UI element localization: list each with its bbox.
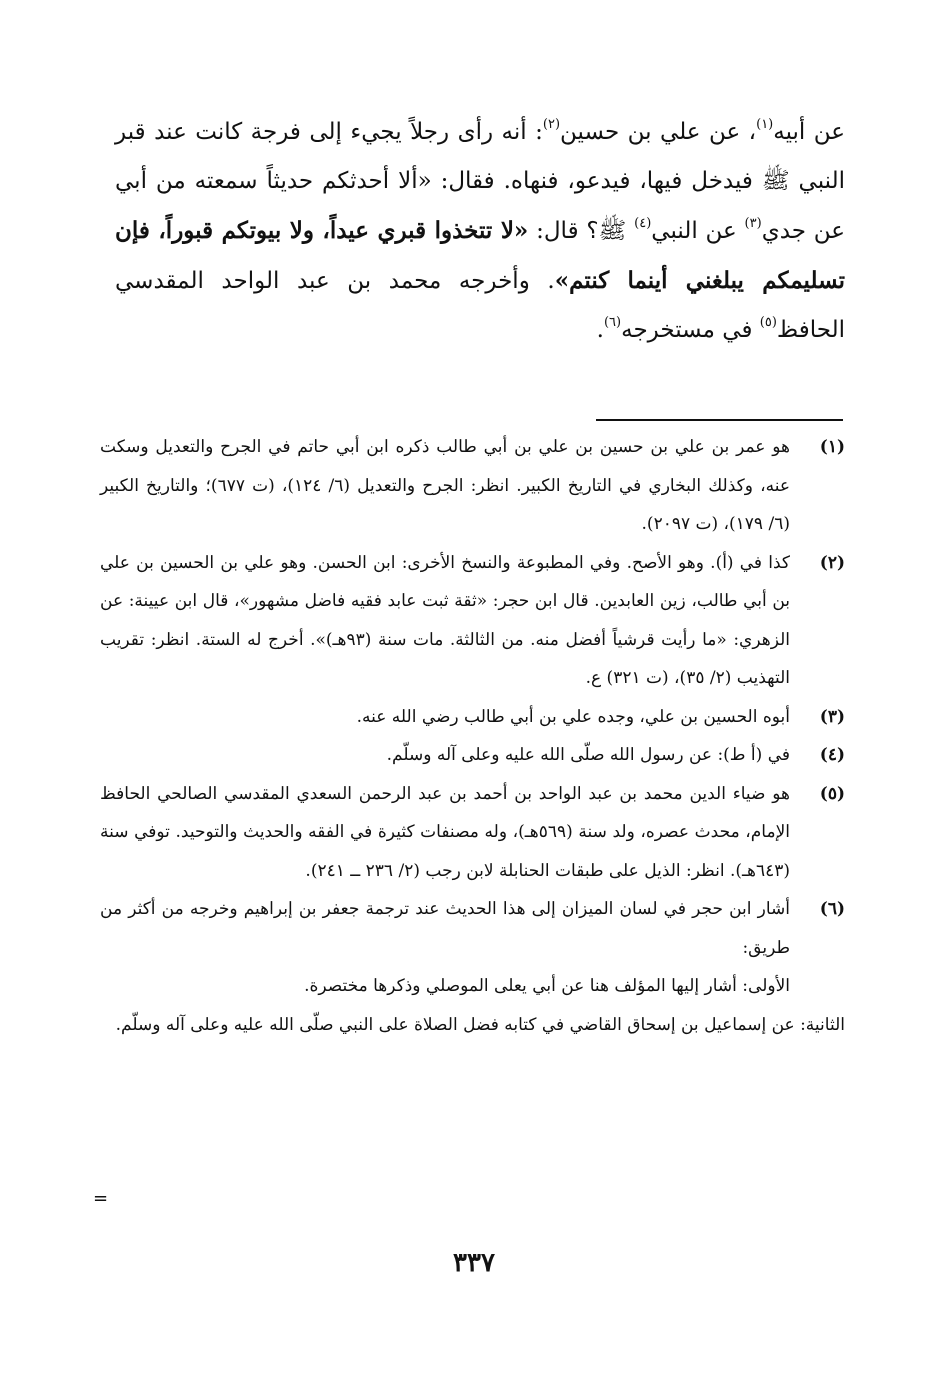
text-segment: : أنه رأى رجلاً يجيء إلى فرجة كانت عند قبر النبي ﷺ فيدخل فيها، فيدعو، فنهاه. فقال: «ألا أحدثكم حديثاً سمعته من أبي عن جدي <box>115 119 846 244</box>
text-segment: . <box>596 317 604 343</box>
text-segment: عن النبي <box>651 218 745 244</box>
footnote-ref-5[interactable]: (٥) <box>759 315 777 331</box>
main-text <box>115 108 845 355</box>
footnote-ref-3[interactable]: (٣) <box>744 216 762 232</box>
footnote-ref-1[interactable]: (١) <box>756 117 774 133</box>
main-paragraph <box>115 108 845 355</box>
footnote-number: (٥) <box>819 783 845 804</box>
text-segment: ، عن علي بن حسين <box>560 119 757 145</box>
footnote-2 <box>100 544 845 698</box>
footnote-6 <box>100 890 845 1044</box>
page-number: ٣٣٧ <box>453 1248 495 1278</box>
footnote-1 <box>100 428 845 544</box>
footnote-text: أشار ابن حجر في لسان الميزان إلى هذا الحديث عند ترجمة جعفر بن إبراهيم وخرجه من أكثر من طريق: <box>100 899 790 958</box>
footnote-subitem-first: الأولى: أشار إليها المؤلف هنا عن أبي يعلى الموصلي وذكرها مختصرة. <box>304 976 790 996</box>
text-segment: في مستخرجه <box>621 317 760 343</box>
footnote-ref-4[interactable]: (٤) <box>634 216 652 232</box>
footnote-subitem-second: الثانية: عن إسماعيل بن إسحاق القاضي في كتابه فضل الصلاة على النبي صلّى الله عليه وعلى آله وسلّم. <box>115 1014 845 1035</box>
hadith-quote: «لا تتخذوا قبري عيداً، ولا بيوتكم قبوراً، فإن تسليمكم يبلغني أينما كنتم» <box>115 217 846 294</box>
footnote-ref-2[interactable]: (٢) <box>542 117 561 133</box>
footnote-ref-6[interactable]: (٦) <box>603 315 622 331</box>
margin-mark: = <box>93 1188 109 1209</box>
footnote-number: (٢) <box>819 552 845 573</box>
footnotes-section <box>100 428 845 1044</box>
footnote-number: (١) <box>819 437 845 457</box>
footnote-text: أبوه الحسين بن علي، وجده علي بن أبي طالب رضي الله عنه. <box>356 706 790 727</box>
footnote-number: (٤) <box>819 745 845 765</box>
footnote-5 <box>100 775 845 891</box>
text-segment: عن أبيه <box>773 119 846 145</box>
footnote-number: (٣) <box>819 706 845 727</box>
footnote-4 <box>100 736 845 775</box>
text-segment: ﷺ؟ قال: <box>528 218 635 244</box>
footnote-text: هو عمر بن علي بن حسين بن علي بن أبي طالب ذكره ابن أبي حاتم في الجرح والتعديل وسكت عنه، وكذلك البخاري في التاريخ الكبير. انظر: الجرح والتعديل (٦/ ١٢٤)، (ت ٦٧٧)؛ والتاريخ الكبير (٦/ ١٧٩)، (ت ٢٠٩٧). <box>100 437 790 534</box>
footnote-text: كذا في (أ). وهو الأصح. وفي المطبوعة والنسخ الأخرى: ابن الحسن. وهو علي بن الحسين بن علي بن أبي طالب، زين العابدين. قال ابن حجر: «ثقة ثبت عابد فقيه فاضل مشهور»، قال ابن عيينة: عن الزهري: «ما رأيت قرشياً أفضل منه. من الثالثة. مات سنة (٩٣هـ)». أخرج له الستة. انظر: تقريب التهذيب (٢/ ٣٥)، (ت ٣٢١) ع. <box>100 552 790 688</box>
footnote-3 <box>100 698 845 737</box>
footnote-text: في (أ ط): عن رسول الله صلّى الله عليه وعلى آله وسلّم. <box>386 745 790 765</box>
footnote-number: (٦) <box>819 899 845 919</box>
text-segment: . وأخرجه محمد بن عبد الواحد المقدسي الحافظ <box>115 268 845 343</box>
footnote-divider <box>596 419 843 421</box>
footnote-text: هو ضياء الدين محمد بن عبد الواحد بن أحمد بن عبد الرحمن السعدي المقدسي الصالحي الحافظ الإمام، محدث عصره، ولد سنة (٥٦٩هـ)، وله مصنفات كثيرة في الفقه والحديث والتوحيد. توفي سنة (٦٤٣هـ). انظر: الذيل على طبقات الحنابلة لابن رجب (٢/ ٢٣٦ ــ ٢٤١). <box>100 783 790 881</box>
